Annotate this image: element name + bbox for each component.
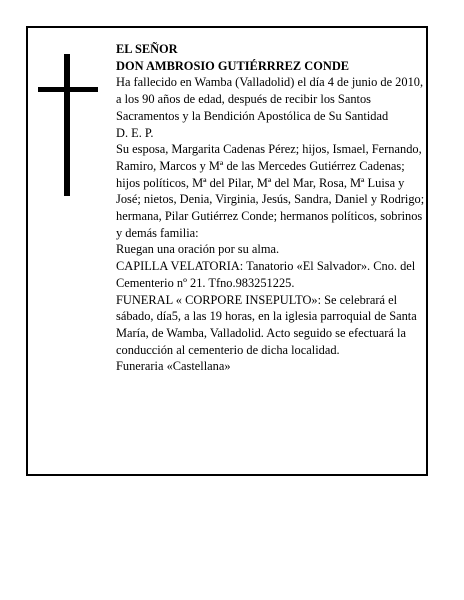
cross-vertical-bar [64, 54, 70, 196]
funeral-home: Funeraria «Castellana» [116, 359, 231, 374]
prayer-request: Ruegan una oración por su alma. [116, 242, 280, 257]
cross-icon [38, 54, 98, 196]
notice-title: EL SEÑOR [116, 42, 178, 56]
deceased-name: DON AMBROSIO GUTIÉRRREZ CONDE [116, 58, 350, 73]
obituary-notice [26, 26, 428, 476]
rip-abbreviation: D. E. P. [116, 125, 154, 140]
notice-text [116, 41, 430, 375]
cross-horizontal-bar [38, 87, 98, 92]
family-list: Su esposa, Margarita Cadenas Pérez; hijos, Ismael, Fernando, Ramiro, Marcos y Mª de las Mercedes Gutiérrez Cadenas; hijos políticos, Mª del Pilar, Mª del Mar, Rosa, Mª Luisa y José; nietos, Denia, Virginia, Jesús, Sandra, Daniel y Rodrigo; hermana, Pilar Gutiérrez Conde; hermanos políticos, sobrinos y demás familia: [116, 142, 425, 240]
chapel-info: CAPILLA VELATORIA: Tanatorio «El Salvador». Cno. del Cementerio nº 21. Tfno.983251225. [116, 259, 416, 290]
funeral-info: FUNERAL « CORPORE INSEPULTO»: Se celebrará el sábado, día5, a las 19 horas, en la iglesia parroquial de Santa María, de Wamba, Valladolid. Acto seguido se efectuará la conducción al cementerio de dicha localidad. [116, 292, 417, 357]
death-announcement: Ha fallecido en Wamba (Valladolid) el día 4 de junio de 2010, a los 90 años de edad, después de recibir los Santos Sacramentos y la Bendición Apostólica de Su Santidad [116, 75, 424, 123]
